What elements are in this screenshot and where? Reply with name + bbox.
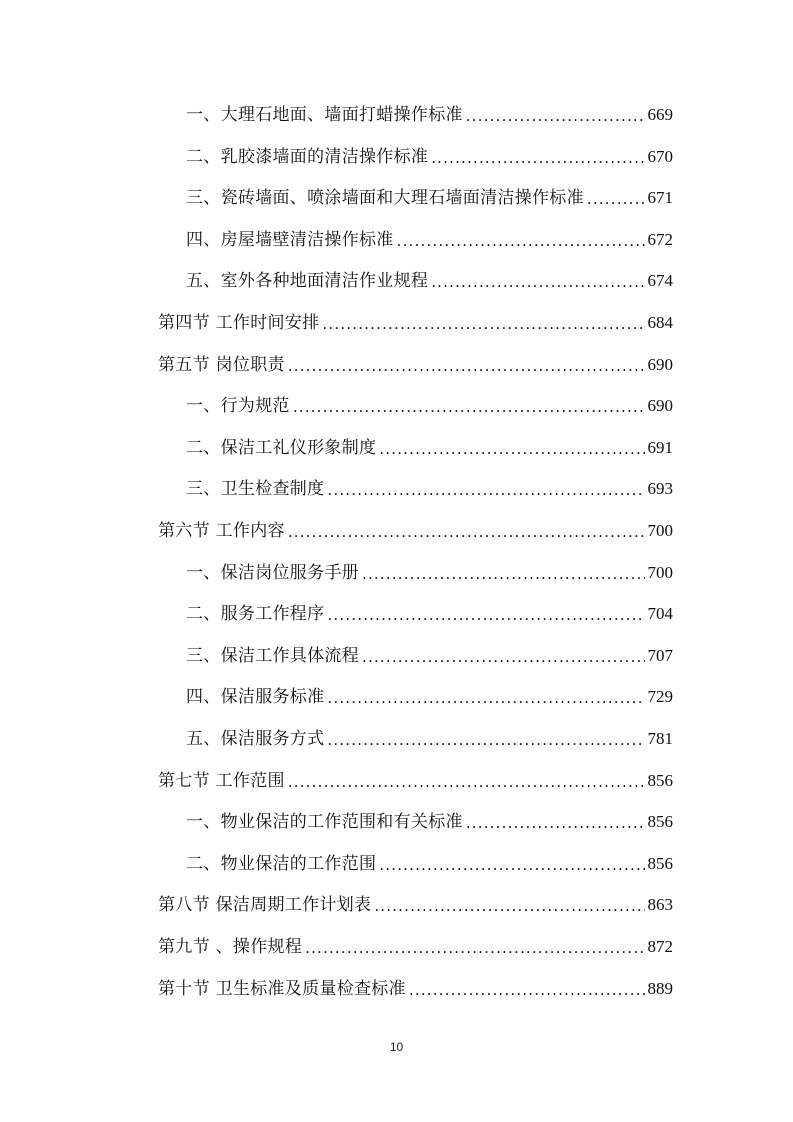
- toc-entry-page: 684: [647, 313, 673, 332]
- toc-entry-title: 五、室外各种地面清洁作业规程: [186, 271, 429, 292]
- toc-section-entry[interactable]: [158, 304, 673, 334]
- toc-leader-dots: [305, 936, 644, 958]
- toc-entry-page: 729: [647, 687, 673, 707]
- toc-entry-title: 一、物业保洁的工作范围和有关标准: [186, 812, 463, 833]
- toc-entry-title: 第六节 工作内容: [158, 521, 285, 541]
- toc-entry[interactable]: [186, 429, 673, 459]
- toc-leader-dots: [327, 603, 644, 625]
- toc-entry[interactable]: [186, 387, 673, 417]
- toc-leader-dots: [397, 229, 645, 251]
- toc-entry-title: 第十节 卫生标准及质量检查标准: [158, 978, 406, 999]
- toc-entry-title: 第五节 岗位职责: [158, 354, 285, 375]
- toc-entry[interactable]: [186, 470, 673, 500]
- toc-entry-page: 704: [647, 604, 673, 624]
- toc-entry-title: 二、乳胶漆墙面的清洁操作标准: [186, 146, 429, 167]
- toc-entry-page: 669: [647, 105, 673, 124]
- toc-leader-dots: [362, 645, 645, 667]
- toc-entry-page: 690: [647, 354, 673, 374]
- toc-section-entry[interactable]: [158, 886, 673, 916]
- toc-entry-title: 第九节 、操作规程: [158, 937, 303, 957]
- toc-leader-dots: [327, 478, 644, 500]
- toc-leader-dots: [431, 146, 644, 168]
- toc-entry-page: 700: [647, 521, 673, 540]
- toc-entry-title: 二、服务工作程序: [186, 604, 325, 625]
- toc-leader-dots: [379, 853, 644, 875]
- toc-entry-title: 二、保洁工礼仪形象制度: [186, 437, 377, 458]
- toc-entry-page: 691: [647, 437, 673, 457]
- toc-section-entry[interactable]: [158, 970, 673, 1000]
- toc-entry-page: 670: [647, 146, 673, 166]
- toc-leader-dots: [327, 686, 644, 708]
- toc-entry[interactable]: [186, 138, 673, 168]
- toc-entry-title: 二、物业保洁的工作范围: [186, 853, 377, 874]
- toc-entry[interactable]: [186, 96, 673, 126]
- toc-section-entry[interactable]: [158, 928, 673, 958]
- toc-entry-title: 四、房屋墙壁清洁操作标准: [186, 229, 394, 250]
- toc-entry[interactable]: [186, 637, 673, 667]
- toc-entry-title: 第八节 保洁周期工作计划表: [158, 895, 372, 916]
- toc-entry-title: 三、保洁工作具体流程: [186, 645, 359, 666]
- page-number: 10: [389, 1040, 404, 1054]
- toc-entry[interactable]: [186, 720, 673, 750]
- toc-entry-title: 三、瓷砖墙面、喷涂墙面和大理石墙面清洁操作标准: [186, 188, 584, 209]
- toc-entry-page: 672: [647, 229, 673, 249]
- toc-leader-dots: [587, 187, 645, 209]
- toc-entry-title: 一、行为规范: [186, 396, 290, 417]
- toc-entry[interactable]: [186, 179, 673, 209]
- toc-entry-page: 700: [647, 562, 673, 582]
- toc-entry[interactable]: [186, 803, 673, 833]
- toc-entry-title: 五、保洁服务方式: [186, 729, 325, 749]
- toc-entry-title: 第四节 工作时间安排: [158, 313, 320, 333]
- toc-entry[interactable]: [186, 221, 673, 251]
- toc-entry-page: 707: [647, 645, 673, 665]
- toc-entry-title: 一、保洁岗位服务手册: [186, 562, 359, 583]
- toc-entry-title: 第七节 工作范围: [158, 770, 285, 791]
- toc-entry-page: 856: [647, 770, 673, 790]
- toc-leader-dots: [327, 728, 644, 750]
- toc-entry[interactable]: [186, 262, 673, 292]
- toc-entry[interactable]: [186, 595, 673, 625]
- toc-entry-page: 671: [647, 188, 673, 208]
- toc-leader-dots: [288, 770, 645, 792]
- toc-entry[interactable]: [186, 678, 673, 708]
- toc-entry-page: 872: [647, 937, 673, 956]
- toc-leader-dots: [288, 354, 645, 376]
- toc-entry-page: 856: [647, 853, 673, 873]
- toc-entry-page: 693: [647, 479, 673, 499]
- toc-leader-dots: [379, 437, 644, 459]
- toc-entry[interactable]: [186, 845, 673, 875]
- toc-leader-dots: [374, 894, 644, 916]
- toc-entry-page: 863: [647, 895, 673, 915]
- toc-leader-dots: [362, 562, 645, 584]
- toc-section-entry[interactable]: [158, 512, 673, 542]
- toc-entry-title: 一、大理石地面、墙面打蜡操作标准: [186, 105, 463, 125]
- toc-leader-dots: [409, 978, 645, 1000]
- toc-leader-dots: [293, 395, 645, 417]
- toc-entry-page: 781: [647, 729, 673, 748]
- toc-entry-title: 三、卫生检查制度: [186, 479, 325, 500]
- toc-entry-page: 889: [647, 978, 673, 998]
- toc-section-entry[interactable]: [158, 762, 673, 792]
- toc-section-entry[interactable]: [158, 346, 673, 376]
- toc-leader-dots: [431, 270, 644, 292]
- toc-entry-page: 856: [647, 812, 673, 832]
- toc-entry-page: 690: [647, 396, 673, 416]
- toc-entry[interactable]: [186, 554, 673, 584]
- toc-leader-dots: [466, 811, 645, 833]
- toc-leader-dots: [288, 520, 645, 542]
- toc-entry-page: 674: [647, 271, 673, 291]
- toc-leader-dots: [466, 104, 645, 126]
- toc-entry-title: 四、保洁服务标准: [186, 687, 325, 708]
- toc-leader-dots: [322, 312, 644, 334]
